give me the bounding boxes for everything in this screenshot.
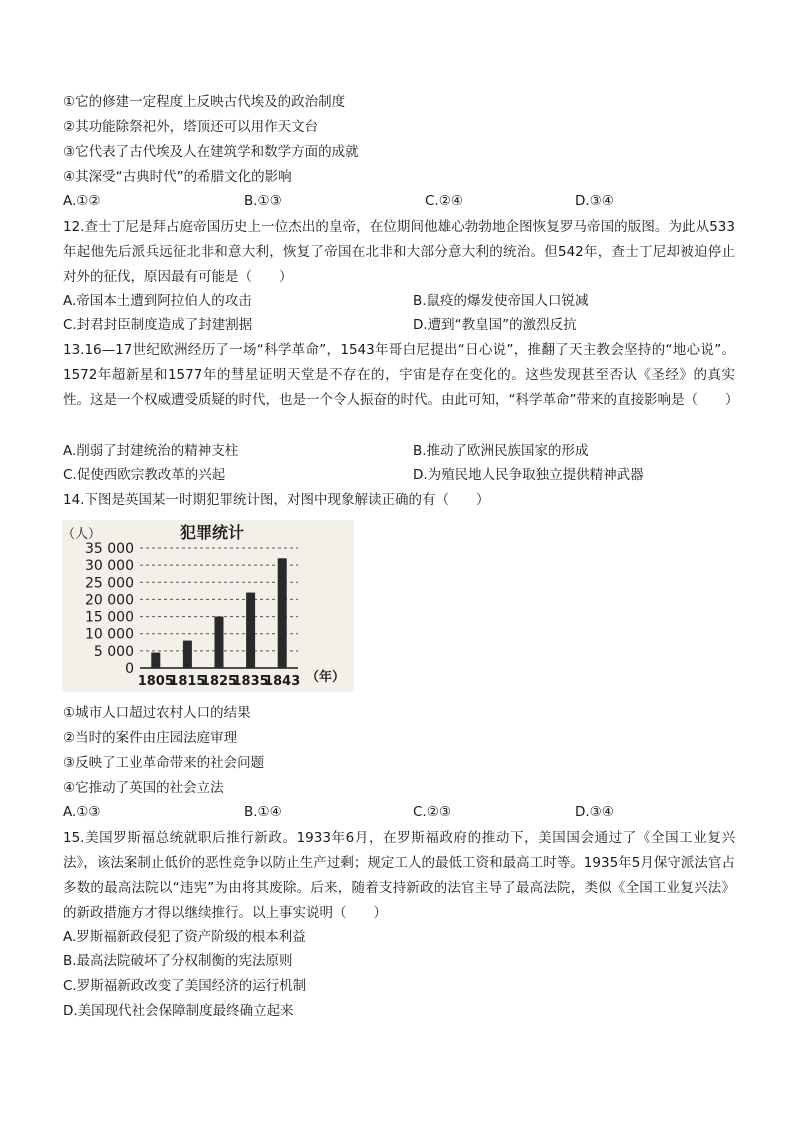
q14-stem: 14.下图是英国某一时期犯罪统计图，对图中现象解读正确的有（ ）: [63, 492, 490, 508]
q14-option-b: B.①④: [244, 804, 282, 820]
chart-y-tick-label: 20 000: [85, 592, 134, 609]
chart-x-tick-label: 1825: [200, 674, 238, 689]
chart-y-tick-label: 10 000: [85, 626, 134, 643]
chart-x-tick-label: 1843: [264, 674, 301, 689]
q14-item-3: ③反映了工业革命带来的社会问题: [63, 755, 265, 771]
q13-option-a: A.削弱了封建统治的精神支柱: [63, 443, 239, 459]
q13-stem: 13.16—17世纪欧洲经历了一场“科学革命”，1543年哥白尼提出“日心说”，推翻了天主教会坚持的“地心说”。1572年超新星和1577年的彗星证明天堂是不存在的，宇宙是存在变化的。这些发现甚至否认《圣经》的真实性。这是一个权威遭受质疑的时代，也是一个令人振奋的时代。由此可知，“科学革命”带来的直接影响是（ ）: [63, 342, 739, 408]
q11-item-1: ①它的修建一定程度上反映古代埃及的政治制度: [63, 94, 346, 110]
q12-options-row2: [63, 315, 735, 335]
q15-stem: 15.美国罗斯福总统就职后推行新政。1933年6月，在罗斯福政府的推动下，美国国会通过了《全国工业复兴法》，该法案制止低价的恶性竞争以防止生产过剩；规定工人的最低工资和最高工时等。1935年5月保守派法官占多数的最高法院以“违宪”为由将其废除。后来，随着支持新政的法官主导了最高法院，类似《全国工业复兴法》的新政措施方才得以继续推行。以上事实说明（ ）: [63, 830, 735, 921]
chart-bar-1825: [215, 617, 224, 668]
q15-option-b: B.最高法院破坏了分权制衡的宪法原则: [63, 953, 293, 969]
chart-y-tick-label: 15 000: [85, 609, 134, 626]
chart-svg: [62, 520, 354, 692]
chart-x-tick-label: 1815: [169, 674, 206, 689]
chart-bars: [151, 558, 286, 668]
q14-item-4: ④它推动了英国的社会立法: [63, 780, 224, 796]
chart-y-tick-label: 25 000: [85, 575, 134, 592]
q14-item-2: ②当时的案件由庄园法庭审理: [63, 730, 238, 746]
q15-option-d: D.美国现代社会保障制度最终确立起来: [63, 1003, 294, 1019]
chart-y-tick-label: 5 000: [93, 643, 134, 660]
q14-options: [63, 802, 735, 822]
chart-bar-1805: [151, 653, 160, 668]
chart-y-axis-label: （人）: [62, 527, 102, 542]
q11-option-c: C.②④: [425, 193, 463, 209]
q14-item-1: ①城市人口超过农村人口的结果: [63, 705, 251, 721]
q13-option-c: C.促使西欧宗教改革的兴起: [63, 467, 226, 483]
q13-option-b: B.推动了欧洲民族国家的形成: [413, 443, 589, 459]
chart-x-tick-label: 1835: [232, 674, 269, 689]
q12-option-d: D.遭到“教皇国”的激烈反抗: [413, 317, 577, 333]
q12-stem: 12.查士丁尼是拜占庭帝国历史上一位杰出的皇帝，在位期间他雄心勃勃地企图恢复罗马帝国的版图。为此从533年起他先后派兵远征北非和意大利，恢复了帝国在北非和大部分意大利的统治。但542年，查士丁尼却被迫停止对外的征伐，原因最有可能是（ ）: [63, 219, 735, 285]
q14-option-a: A.①③: [63, 804, 101, 820]
chart-y-tick-label: 0: [125, 661, 134, 677]
q15-option-a: A.罗斯福新政侵犯了资产阶级的根本利益: [63, 929, 306, 945]
chart-bar-1835: [246, 593, 255, 668]
q11-option-d: D.③④: [575, 193, 614, 209]
q11-option-a: A.①②: [63, 193, 101, 209]
q12-option-c: C.封君封臣制度造成了封建割据: [63, 317, 253, 333]
q15-option-c: C.罗斯福新政改变了美国经济的运行机制: [63, 978, 307, 994]
chart-x-ticks: [138, 674, 301, 689]
chart-bar-1843: [278, 558, 287, 668]
q11-item-2: ②其功能除祭祀外，塔顶还可以用作天文台: [63, 119, 319, 135]
q14-option-c: C.②③: [413, 804, 451, 820]
q13-options-row1: [63, 441, 735, 461]
q11-option-b: B.①③: [244, 193, 282, 209]
q14-option-d: D.③④: [575, 804, 614, 820]
chart-x-tick-label: 1805: [137, 674, 174, 689]
q13-options-row2: [63, 465, 735, 485]
chart-y-tick-label: 30 000: [85, 558, 134, 575]
chart-y-ticks: [85, 541, 134, 677]
q12-option-a: A.帝国本土遭到阿拉伯人的攻击: [63, 293, 252, 309]
q11-options: [63, 191, 735, 211]
chart-y-tick-label: 35 000: [85, 541, 134, 557]
chart-bar-1815: [183, 641, 192, 668]
q12-options-row1: [63, 291, 735, 311]
chart-title: 犯罪统计: [180, 523, 245, 542]
crime-statistics-chart: [62, 520, 354, 692]
q12-option-b: B.鼠疫的爆发使帝国人口锐减: [413, 293, 589, 309]
q11-item-4: ④其深受“古典时代”的希腊文化的影响: [63, 169, 292, 185]
q11-item-3: ③它代表了古代埃及人在建筑学和数学方面的成就: [63, 144, 359, 160]
chart-x-axis-label: （年）: [306, 670, 346, 685]
q13-option-d: D.为殖民地人民争取独立提供精神武器: [413, 467, 644, 483]
